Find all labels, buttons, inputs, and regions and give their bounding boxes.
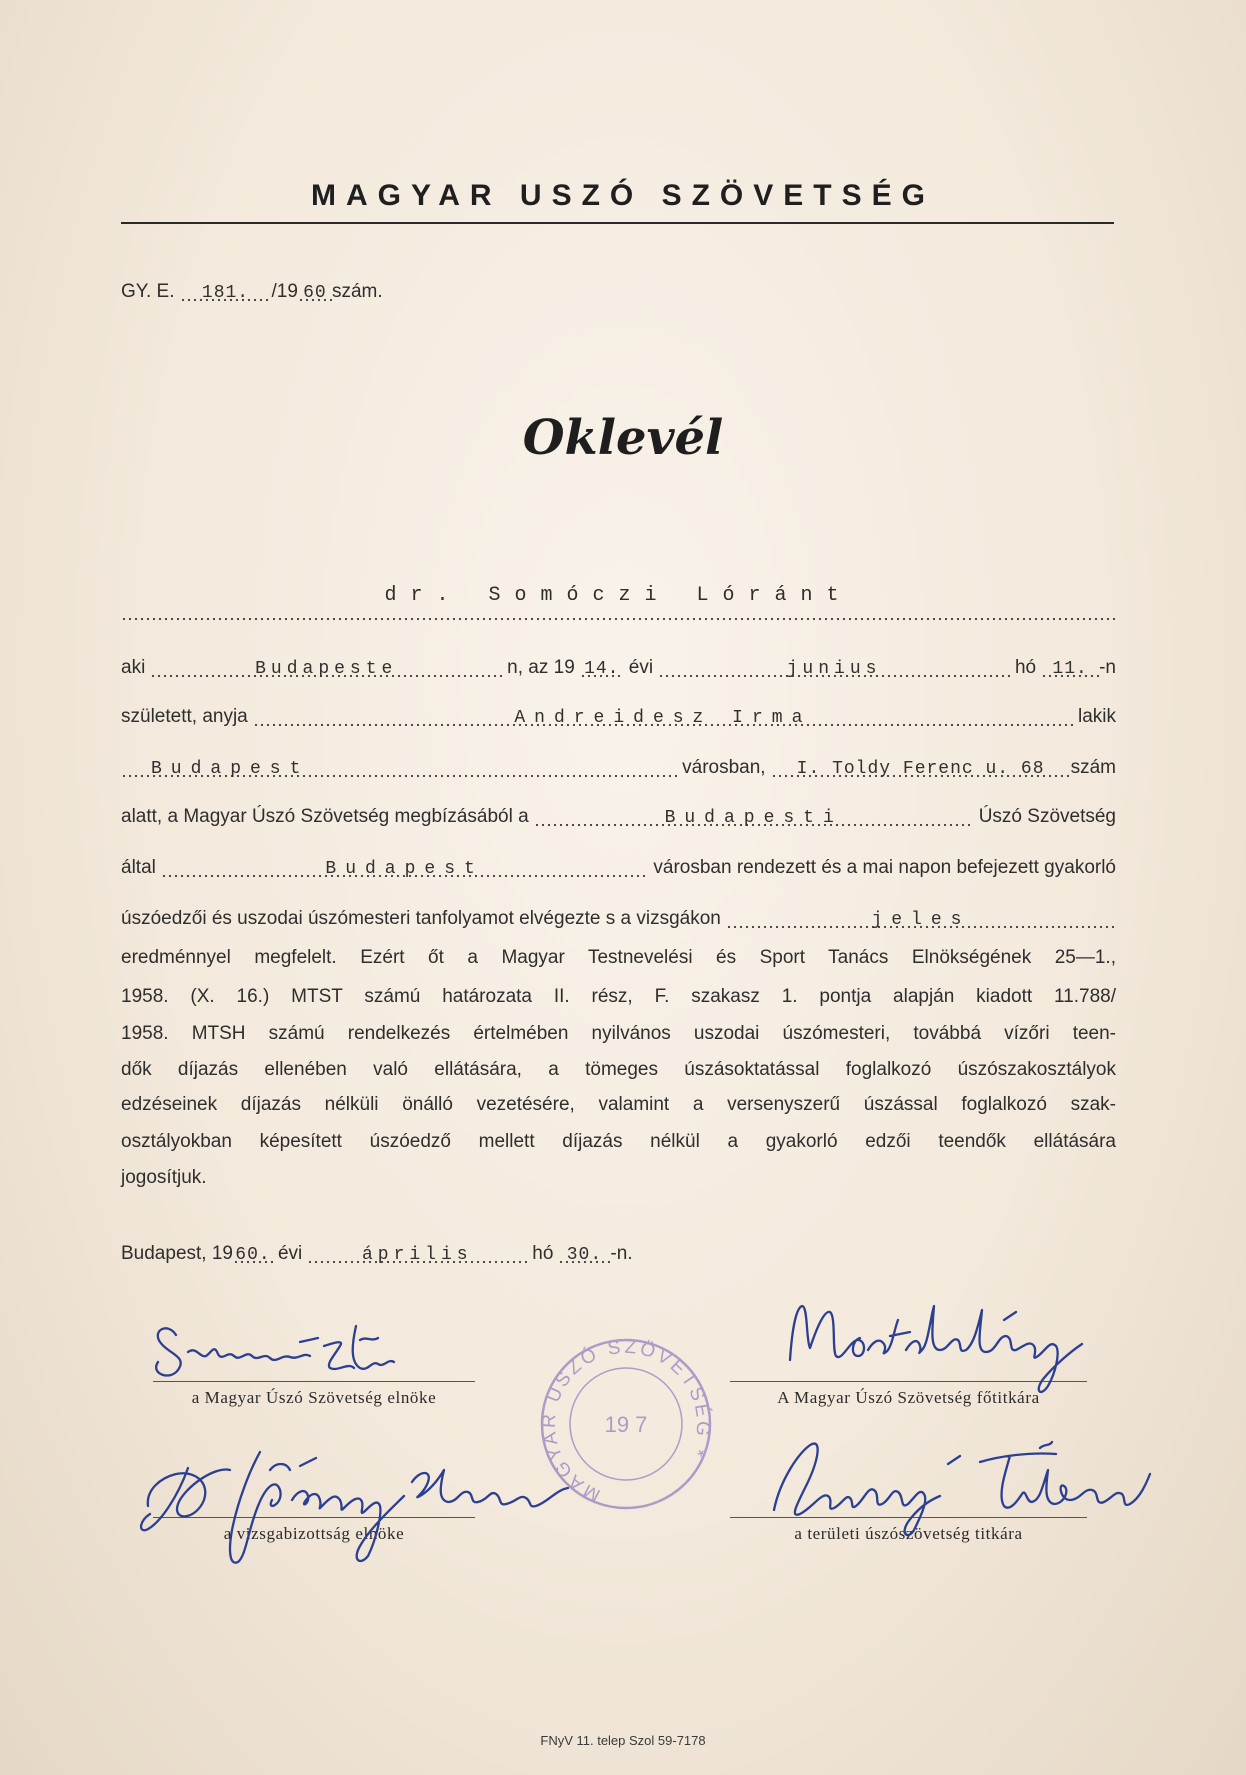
reference-number: 181. [201,283,250,303]
course-city-field [161,856,649,881]
course-city: Budapest [325,859,484,879]
issue-day-field [558,1242,610,1267]
document-title: Oklevél [522,410,724,466]
reference-number-field [180,280,272,305]
signature-line-secretary-general [730,1381,1087,1382]
signature-line-president [153,1381,475,1382]
birth-label-year: évi [628,657,654,678]
signature-exam-chair [141,1452,568,1563]
recipient-name: dr. Somóczi Lóránt [384,584,853,607]
birth-month-field [658,656,1010,681]
reference-line [121,280,383,305]
residence-city-field [121,756,677,781]
body-line: osztályokban képesített úszóedző mellett díjazás nélkül a gyakorló edzői teendők ellátására [121,1131,1116,1152]
birth-day-field [1041,656,1099,681]
issue-label-day: -n. [610,1243,633,1264]
residence-label-number: szám [1070,757,1116,778]
issue-day: 30. [566,1245,603,1265]
body-line: edzéseinek díjazás nélküli önálló vezetésére, valamint a versenyszerű úszással foglalkozó szak- [121,1094,1116,1115]
signature-line-exam-chair [153,1517,475,1518]
body-line: jogosítjuk. [121,1167,207,1188]
signature-secretary-general [790,1306,1082,1392]
stamp-ring-text [514,1312,738,1536]
issue-label-month: hó [532,1243,554,1264]
exam-grade: jeles [871,910,971,930]
signature-label-secretary-general: A Magyar Úszó Szövetség főtitkára [777,1388,1040,1407]
body-line: 1958. MTSH számú rendelkezés értelmében nyilvános uszodai úszómesteri, továbbá vízőri teen- [121,1023,1116,1044]
recipient-dotted-line [121,616,1116,622]
commission-line [121,805,1116,830]
residence-address: I. Toldy Ferenc u. 68 [796,759,1045,779]
exam-line [121,907,1116,932]
mother-label: született, anyja [121,706,248,727]
birth-year-field [580,656,624,681]
reference-suffix: szám. [331,281,383,302]
signature-label-president: a Magyar Úszó Szövetség elnöke [191,1388,437,1407]
issue-month: április [361,1245,473,1265]
residence-label-city: városban, [682,757,766,778]
signature-label-exam-chair: a vizsgabizottság elnöke [223,1524,405,1543]
body-line: 1958. (X. 16.) MTST számú határozata II. rész, F. szakasz 1. pontja alapján kiadott 11.788/ [121,986,1116,1007]
birth-label-day: -n [1099,657,1116,678]
reference-year-field [298,280,332,305]
commission-organizer-field [534,805,974,830]
course-label-by: által [121,857,156,878]
issue-year-field [233,1242,273,1267]
mother-name: Andreidesz Irma [514,708,812,728]
exam-grade-field [726,907,1116,932]
title-underline [121,222,1114,224]
birth-month: junius [786,659,882,679]
issue-year: 60. [235,1245,271,1265]
signature-regional-secretary [774,1442,1150,1535]
course-text-after: városban rendezett és a mai napon befejezett gyakorló [653,857,1116,878]
mother-line [121,705,1116,730]
commission-text-after: Úszó Szövetség [978,806,1116,827]
birth-label-who: aki [121,657,146,678]
signature-line-regional-secretary [730,1517,1087,1518]
birth-day: 11. [1052,659,1088,679]
course-line [121,856,1116,881]
birth-year: 14. [584,659,620,679]
print-code: FNyV 11. telep Szol 59-7178 [540,1733,706,1748]
commission-text-before: alatt, a Magyar Úszó Szövetség megbízásából a [121,806,529,827]
mother-label-lives: lakik [1077,706,1116,727]
mother-name-field [253,705,1073,730]
signature-president [156,1326,394,1375]
stamp-center-text: 19 7 [604,1412,648,1437]
residence-address-field [771,756,1071,781]
issue-month-field [307,1242,527,1267]
stamp-ring-textpath: MAGYAR USZÓ SZÖVETSÉG * [538,1336,714,1506]
reference-year: 60 [303,283,327,303]
residence-line [121,756,1116,781]
issue-place-prefix: Budapest, 19 [121,1243,233,1264]
birth-label-month: hó [1014,657,1037,678]
issue-date-line [121,1242,633,1267]
stamp [514,1312,738,1536]
stamp-outer-ring [542,1340,710,1508]
stamp-inner-ring [570,1368,682,1480]
reference-separator: /19 [271,281,298,302]
body-line: dők díjazás ellenében való ellátására, a tömeges úszásoktatással foglalkozó úszószakosztályok [121,1059,1116,1080]
federation-title: MAGYAR USZÓ SZÖVETSÉG [311,179,935,212]
residence-city: Budapest [151,759,310,779]
commission-organizer: Budapesti [664,808,843,828]
signature-label-regional-secretary: a területi úszószövetség titkára [794,1524,1023,1543]
issue-label-year: évi [277,1243,303,1264]
birth-place: Budapeste [255,659,398,679]
body-line: eredménnyel megfelelt. Ezért őt a Magyar Testnevelési és Sport Tanács Elnökségének 25—1., [121,947,1116,968]
birth-place-field [150,656,502,681]
birth-line [121,656,1116,681]
exam-text-before: úszóedzői és uszodai úszómesteri tanfolyamot elvégezte s a vizsgákon [121,908,721,929]
birth-label-date: n, az 19 [507,657,575,678]
reference-prefix: GY. E. [121,281,175,302]
